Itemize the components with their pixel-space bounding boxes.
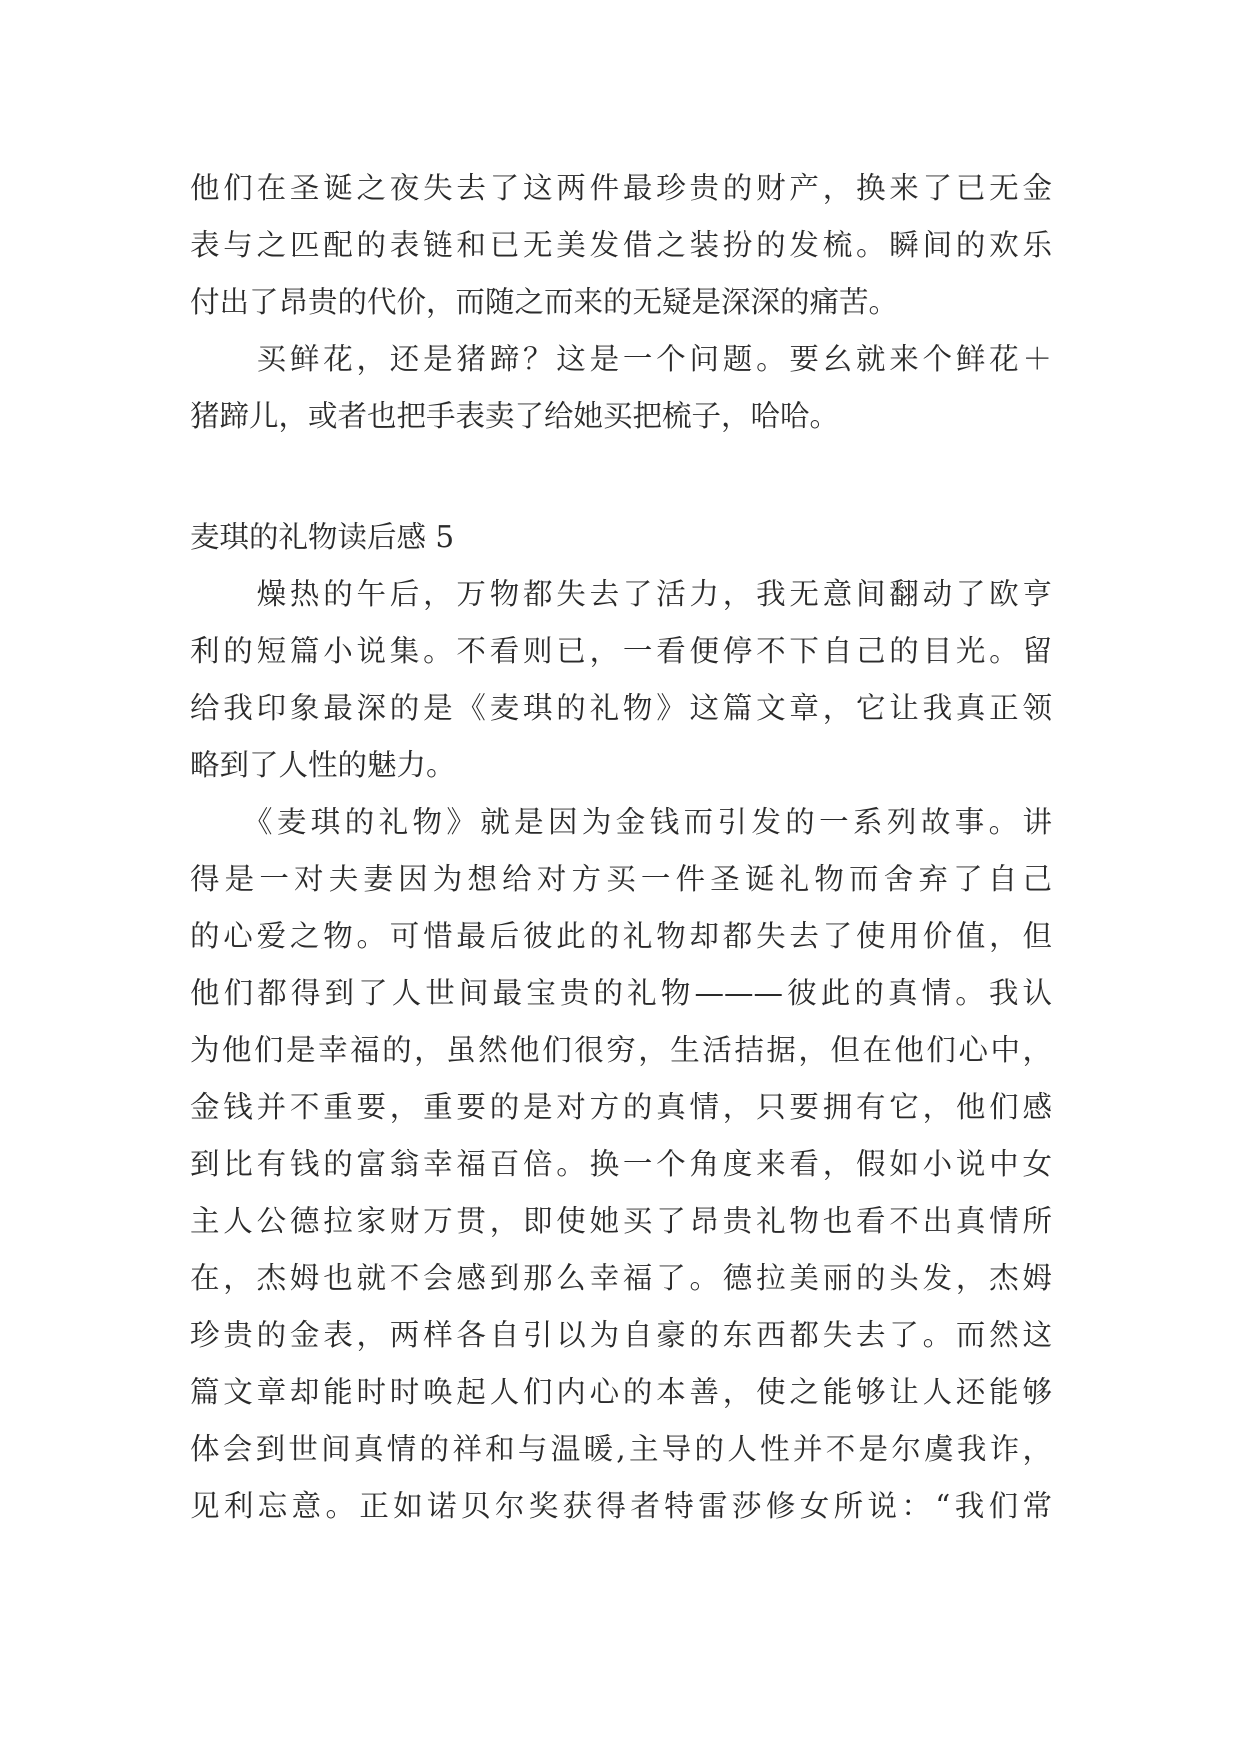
paragraph-1-line-3: 付出了昂贵的代价，而随之而来的无疑是深深的痛苦。 xyxy=(190,285,899,319)
paragraph-3-line-4: 略到了人性的魅力。 xyxy=(190,748,456,782)
paragraph-4-line-10: 珍贵的金表，两样各自引以为自豪的东西都失去了。而然这 xyxy=(190,1318,1052,1352)
paragraph-4-line-1: 《麦琪的礼物》就是因为金钱而引发的一系列故事。讲 xyxy=(190,805,1052,839)
paragraph-2-line-1: 买鲜花，还是猪蹄？这是一个问题。要幺就来个鲜花＋ xyxy=(190,342,1052,376)
paragraph-4-line-11: 篇文章却能时时唤起人们内心的本善，使之能够让人还能够 xyxy=(190,1375,1052,1409)
paragraph-4-line-13: 见利忘意。正如诺贝尔奖获得者特雷莎修女所说：“我们常 xyxy=(190,1489,1052,1523)
paragraph-4-line-4: 他们都得到了人世间最宝贵的礼物———彼此的真情。我认 xyxy=(190,976,1052,1010)
paragraph-4-line-6: 金钱并不重要，重要的是对方的真情，只要拥有它，他们感 xyxy=(190,1090,1052,1124)
paragraph-3-line-1: 燥热的午后，万物都失去了活力，我无意间翻动了欧亨 xyxy=(190,577,1052,611)
paragraph-1-line-1: 他们在圣诞之夜失去了这两件最珍贵的财产，换来了已无金 xyxy=(190,171,1052,205)
paragraph-4-line-9: 在，杰姆也就不会感到那么幸福了。德拉美丽的头发，杰姆 xyxy=(190,1261,1052,1295)
paragraph-4-line-8: 主人公德拉家财万贯，即使她买了昂贵礼物也看不出真情所 xyxy=(190,1204,1052,1238)
paragraph-3-line-3: 给我印象最深的是《麦琪的礼物》这篇文章，它让我真正领 xyxy=(190,691,1052,725)
paragraph-3-line-2: 利的短篇小说集。不看则已，一看便停不下自己的目光。留 xyxy=(190,634,1052,668)
paragraph-4-line-5: 为他们是幸福的，虽然他们很穷，生活拮据，但在他们心中， xyxy=(190,1033,1052,1067)
paragraph-4-line-3: 的心爱之物。可惜最后彼此的礼物却都失去了使用价值，但 xyxy=(190,919,1052,953)
section-title: 麦琪的礼物读后感 5 xyxy=(190,520,455,554)
paragraph-4-line-12: 体会到世间真情的祥和与温暖,主导的人性并不是尔虞我诈， xyxy=(190,1432,1052,1466)
paragraph-4-line-2: 得是一对夫妻因为想给对方买一件圣诞礼物而舍弃了自己 xyxy=(190,862,1052,896)
paragraph-4-line-7: 到比有钱的富翁幸福百倍。换一个角度来看，假如小说中女 xyxy=(190,1147,1052,1181)
paragraph-2-line-2: 猪蹄儿，或者也把手表卖了给她买把梳子，哈哈。 xyxy=(190,399,840,433)
paragraph-1-line-2: 表与之匹配的表链和已无美发借之装扮的发梳。瞬间的欢乐 xyxy=(190,228,1052,262)
